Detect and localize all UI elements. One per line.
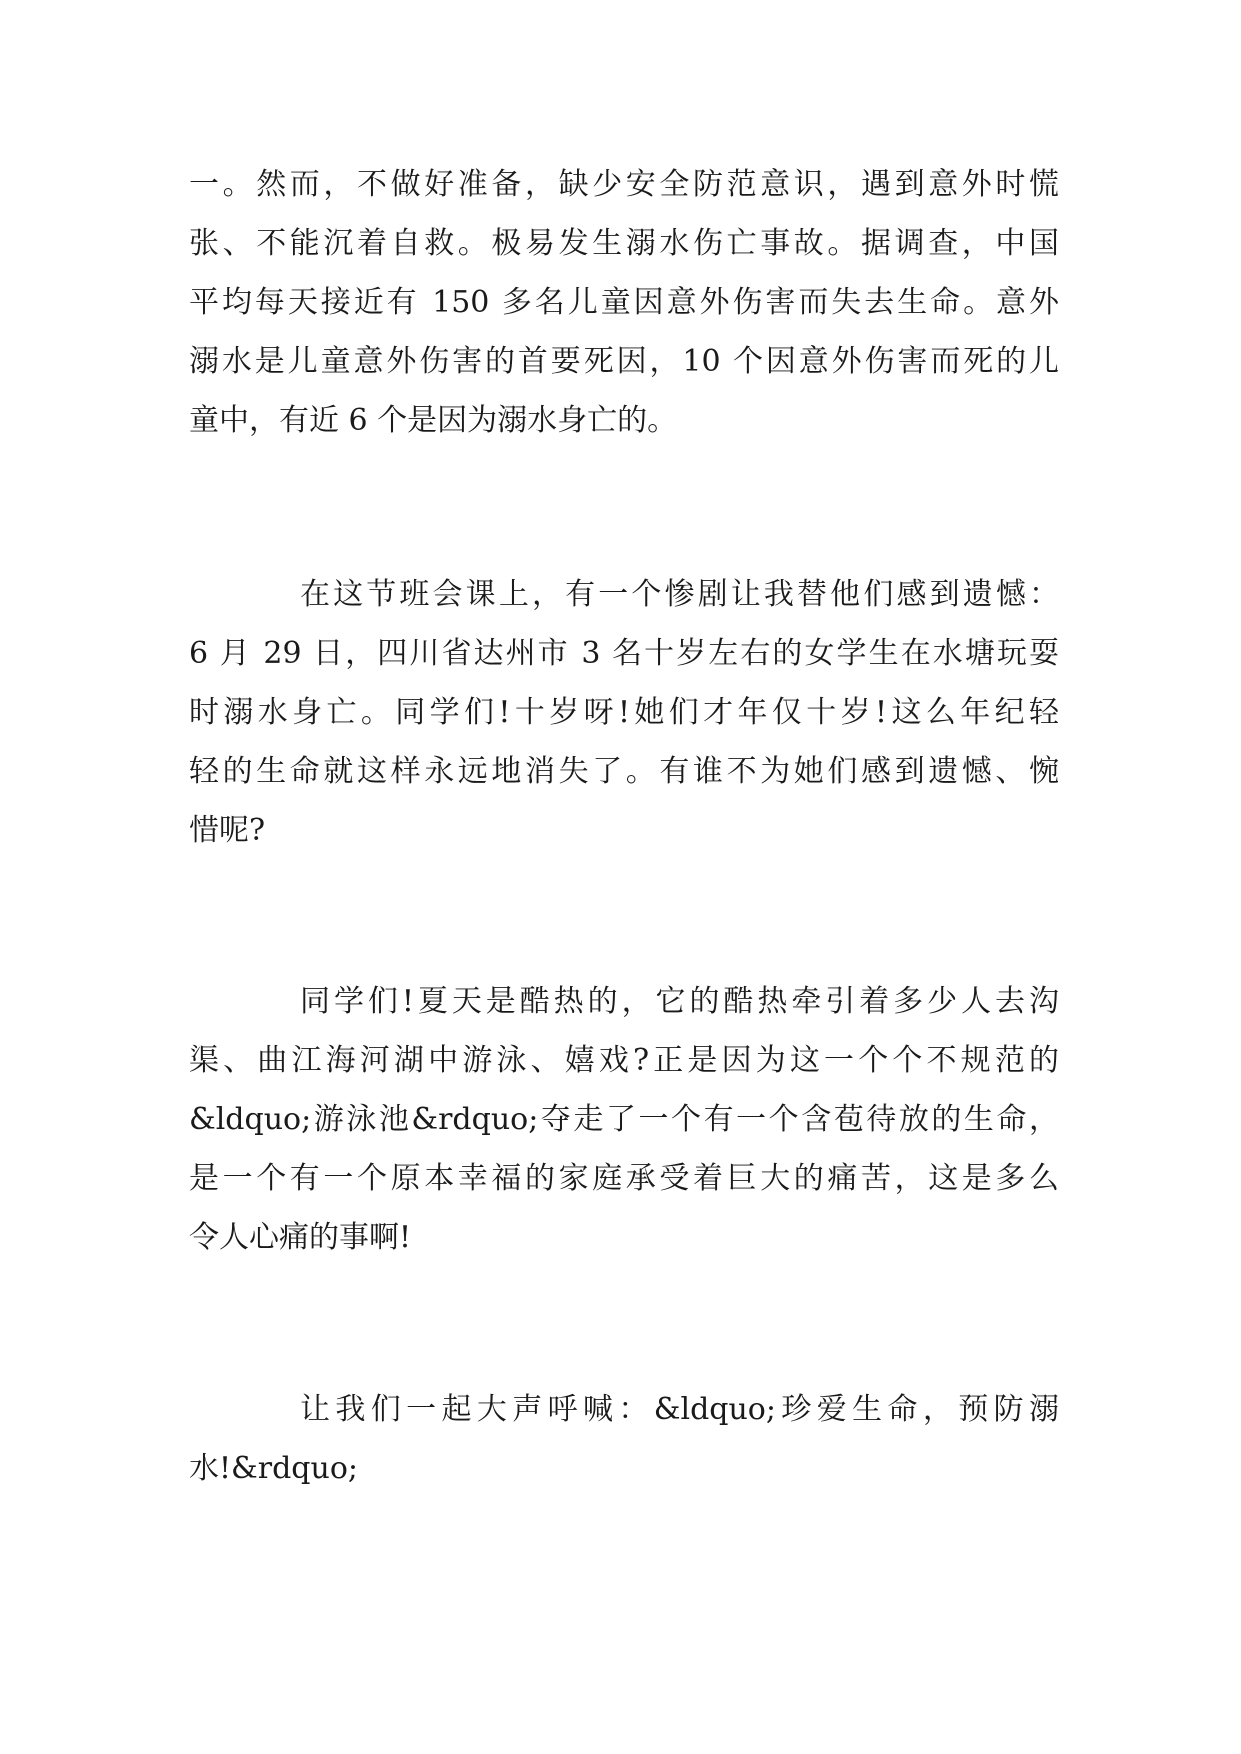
paragraph-tragedy-example <box>189 565 1059 860</box>
text-line: 在这节班会课上，有一个惨剧让我替他们感到遗憾： <box>300 577 1059 612</box>
text-line: 水!&rdquo; <box>189 1451 358 1486</box>
text-line: 渠、曲江海河湖中游泳、嬉戏?正是因为这一个个不规范的 <box>189 1043 1059 1078</box>
paragraph-summer-warning <box>189 972 1059 1267</box>
text-line: 轻的生命就这样永远地消失了。有谁不为她们感到遗憾、惋 <box>189 754 1059 789</box>
text-line: 时溺水身亡。同学们!十岁呀!她们才年仅十岁!这么年纪轻 <box>189 695 1059 730</box>
paragraph-drowning-statistics <box>189 155 1059 450</box>
text-line: 令人心痛的事啊! <box>189 1220 412 1255</box>
text-line: &ldquo;游泳池&rdquo;夺走了一个有一个含苞待放的生命， <box>189 1102 1059 1137</box>
text-line: 溺水是儿童意外伤害的首要死因，10 个因意外伤害而死的儿 <box>189 344 1059 379</box>
text-line: 让我们一起大声呼喊：&ldquo;珍爱生命，预防溺 <box>300 1392 1059 1427</box>
text-line: 童中，有近 6 个是因为溺水身亡的。 <box>189 403 678 438</box>
text-line: 同学们!夏天是酷热的，它的酷热牵引着多少人去沟 <box>300 984 1059 1019</box>
text-line: 6 月 29 日，四川省达州市 3 名十岁左右的女学生在水塘玩耍 <box>189 636 1059 671</box>
paragraph-closing-slogan <box>189 1380 1059 1498</box>
text-line: 是一个有一个原本幸福的家庭承受着巨大的痛苦，这是多么 <box>189 1161 1059 1196</box>
text-line: 平均每天接近有 150 多名儿童因意外伤害而失去生命。意外 <box>189 285 1059 320</box>
text-line: 一。然而，不做好准备，缺少安全防范意识，遇到意外时慌 <box>189 167 1059 202</box>
text-line: 张、不能沉着自救。极易发生溺水伤亡事故。据调查，中国 <box>189 226 1059 261</box>
text-line: 惜呢? <box>189 813 266 848</box>
